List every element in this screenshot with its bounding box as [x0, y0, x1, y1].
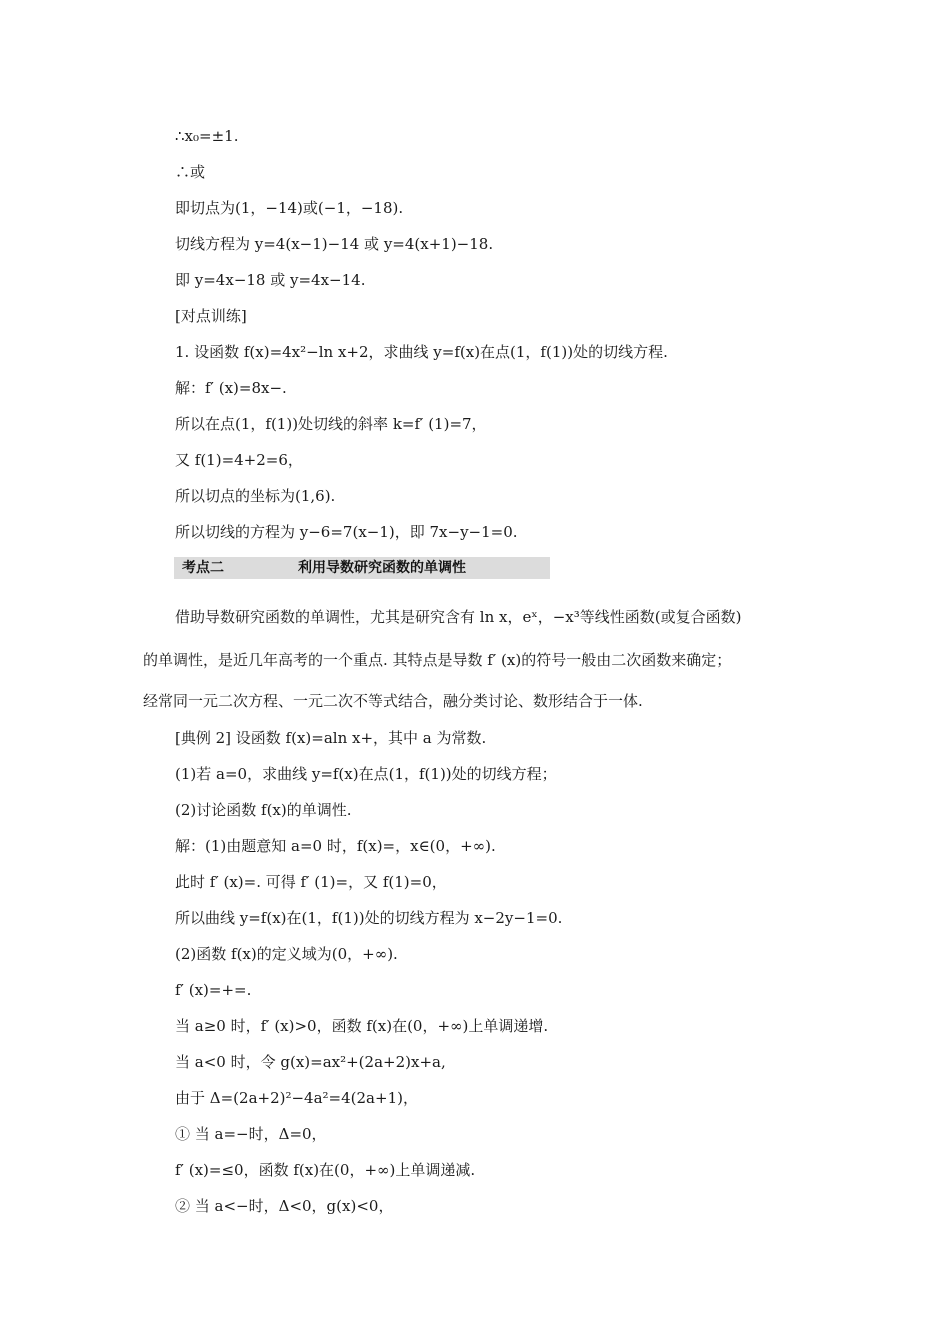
text-line: 又 f(1)=4+2=6， — [175, 451, 303, 469]
text-line: 所以切线的方程为 y−6=7(x−1)，即 7x−y−1=0. — [175, 523, 518, 541]
text-line: 此时 f′ (x)=. 可得 f′ (1)=，又 f(1)=0， — [175, 873, 447, 891]
text-line: (1)若 a=0，求曲线 y=f(x)在点(1，f(1))处的切线方程； — [175, 765, 557, 783]
section-title: 利用导数研究函数的单调性 — [298, 560, 466, 576]
text-line: (2)函数 f(x)的定义域为(0，+∞). — [175, 945, 398, 963]
section-tag: 考点二 — [182, 560, 224, 576]
intro-paragraph-line: 的单调性，是近几年高考的一个重点. 其特点是导数 f′ (x)的符号一般由二次函数来确定； — [143, 651, 732, 669]
text-line: (2)讨论函数 f(x)的单调性. — [175, 801, 352, 819]
exercise-question: 1. 设函数 f(x)=4x²−ln x+2，求曲线 y=f(x)在点(1，f(1))处的切线方程. — [175, 343, 668, 361]
text-line: f′ (x)=+=. — [175, 981, 252, 999]
text-line: 所以切点的坐标为(1,6). — [175, 487, 336, 505]
text-line: 由于 Δ=(2a+2)²−4a²=4(2a+1)， — [175, 1089, 418, 1107]
text-line: 即切点为(1，−14)或(−1，−18). — [175, 199, 404, 217]
text-line: ② 当 a<−时，Δ<0，g(x)<0， — [175, 1197, 394, 1215]
text-line: f′ (x)=≤0，函数 f(x)在(0，+∞)上单调递减. — [175, 1161, 476, 1179]
example-heading: [典例 2] 设函数 f(x)=aln x+，其中 a 为常数. — [175, 729, 487, 747]
text-line: 当 a≥0 时，f′ (x)>0，函数 f(x)在(0，+∞)上单调递增. — [175, 1017, 549, 1035]
text-line: ① 当 a=−时，Δ=0， — [175, 1125, 327, 1143]
text-line: ∴或 — [175, 163, 206, 181]
text-line: 即 y=4x−18 或 y=4x−14. — [175, 271, 366, 289]
intro-paragraph-line: 借助导数研究函数的单调性，尤其是研究含有 ln x，eˣ，−x³等线性函数(或复合函数) — [175, 608, 742, 626]
text-line: 解：f′ (x)=8x−. — [175, 379, 287, 397]
text-line: 当 a<0 时，令 g(x)=ax²+(2a+2)x+a, — [175, 1053, 446, 1071]
exercise-heading: [对点训练] — [175, 307, 247, 325]
text-line: 所以曲线 y=f(x)在(1，f(1))处的切线方程为 x−2y−1=0. — [175, 909, 563, 927]
text-line: 解：(1)由题意知 a=0 时，f(x)=，x∈(0，+∞). — [175, 837, 496, 855]
section-banner — [174, 557, 550, 579]
intro-paragraph-line: 经常同一元二次方程、一元二次不等式结合，融分类讨论、数形结合于一体. — [143, 692, 643, 710]
text-line: 切线方程为 y=4(x−1)−14 或 y=4(x+1)−18. — [175, 235, 494, 253]
text-line: 所以在点(1，f(1))处切线的斜率 k=f′ (1)=7， — [175, 415, 487, 433]
text-line: ∴x₀=±1. — [175, 127, 239, 145]
